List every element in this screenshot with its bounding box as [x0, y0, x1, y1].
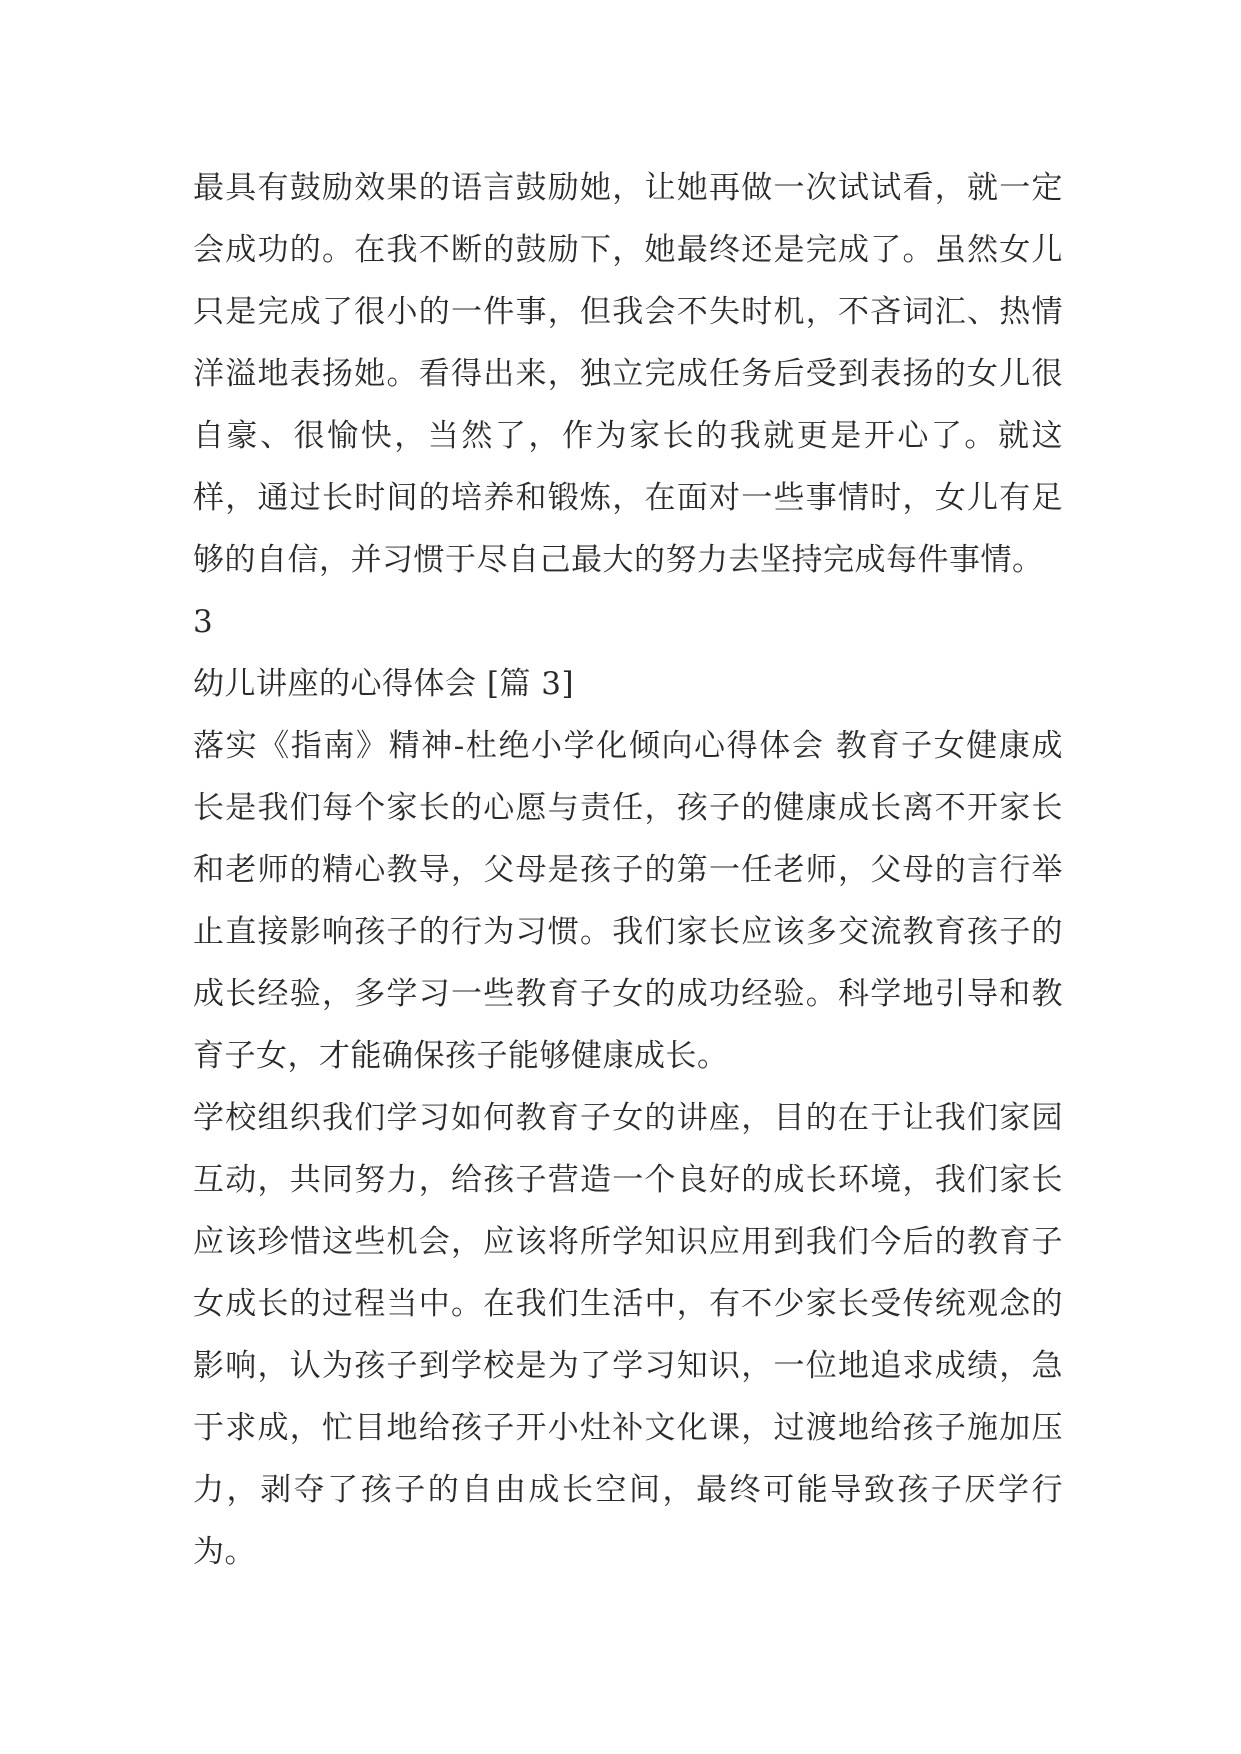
section-title: 幼儿讲座的心得体会 [篇 3]: [193, 666, 575, 702]
body-paragraph-continued: 最具有鼓励效果的语言鼓励她，让她再做一次试试看，就一定会成功的。在我不断的鼓励下，她最终还是完成了。虽然女儿只是完成了很小的一件事，但我会不失时机，不吝词汇、热情洋溢地表扬她。看得出来，独立完成任务后受到表扬的女儿很自豪、很愉快，当然了，作为家长的我就更是开心了。就这样，通过长时间的培养和锻炼，在面对一些事情时，女儿有足够的自信，并习惯于尽自己最大的努力去坚持完成每件事情。: [193, 170, 1063, 578]
body-paragraph-intro: 落实《指南》精神-杜绝小学化倾向心得体会 教育子女健康成长是我们每个家长的心愿与责任，孩子的健康成长离不开家长和老师的精心教导，父母是孩子的第一任老师，父母的言行举止直接影响孩子的行为习惯。我们家长应该多交流教育孩子的成长经验，多学习一些教育子女的成功经验。科学地引导和教育子女，才能确保孩子能够健康成长。: [193, 728, 1063, 1074]
section-number: 3: [193, 604, 214, 640]
body-paragraph-lecture: 学校组织我们学习如何教育子女的讲座，目的在于让我们家园互动，共同努力，给孩子营造一个良好的成长环境，我们家长应该珍惜这些机会，应该将所学知识应用到我们今后的教育子女成长的过程当中。在我们生活中，有不少家长受传统观念的影响，认为孩子到学校是为了学习知识，一位地追求成绩，急于求成，忙目地给孩子开小灶补文化课，过渡地给孩子施加压力，剥夺了孩子的自由成长空间，最终可能导致孩子厌学行为。: [193, 1100, 1063, 1570]
document-body: [193, 157, 1063, 1583]
